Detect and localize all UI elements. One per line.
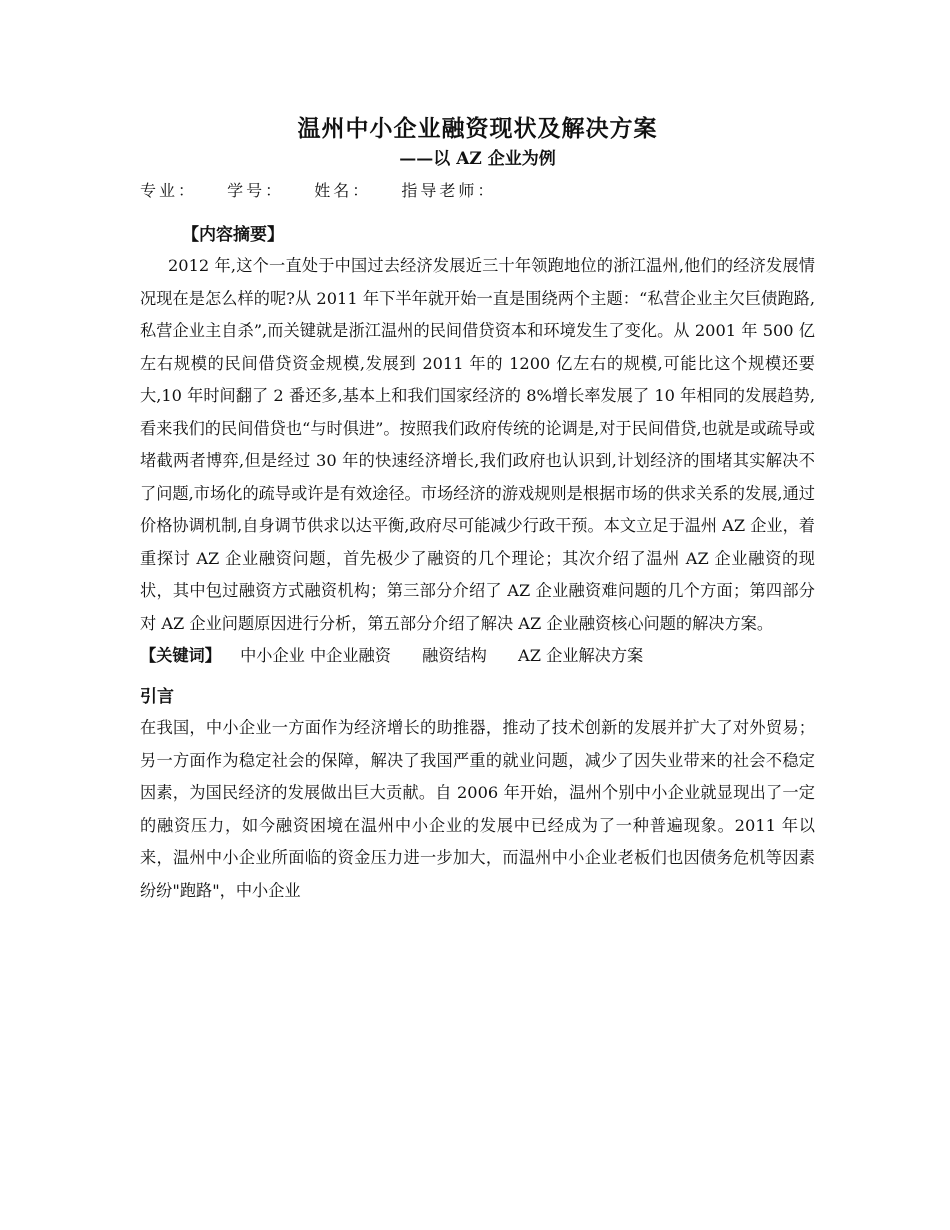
keyword-item: 融资结构 — [422, 646, 487, 665]
name-label: 姓名： — [314, 181, 372, 200]
intro-paragraph: 在我国，中小企业一方面作为经济增长的助推器，推动了技术创新的发展并扩大了对外贸易；另一方面作为稳定社会的保障，解决了我国严重的就业问题，减少了因失业带来的社会不稳定因素，为国民经济的发展做出巨大贡献。自 2006 年开始，温州个别中小企业就显现出了一定的融资压力，如今融资困境在温州中小企业的发展中已经成为了一种普遍现象。2011 年以来，温州中小企业所面临的资金压力进一步加大，而温州中小企业老板们也因债务危机等因素纷纷"跑路"，中小企业 — [140, 718, 815, 900]
document-page — [140, 112, 815, 907]
keyword-item: 中小企业 中企业融资 — [240, 646, 391, 665]
abstract-heading: 【内容摘要】 — [182, 225, 284, 245]
major-label: 专业： — [140, 181, 198, 200]
student-id-label: 学号： — [227, 181, 285, 200]
keywords-row — [140, 640, 815, 672]
author-info-row — [140, 178, 815, 204]
keywords-label: 【关键词】 — [140, 646, 221, 665]
document-subtitle: ——以 AZ 企业为例 — [399, 149, 556, 169]
document-title: 温州中小企业融资现状及解决方案 — [297, 115, 658, 142]
advisor-label: 指导老师： — [401, 181, 497, 200]
keyword-item: AZ 企业解决方案 — [518, 646, 644, 665]
abstract-paragraph: 2012 年,这个一直处于中国过去经济发展近三十年领跑地位的浙江温州,他们的经济发展情况现在是怎么样的呢?从 2011 年下半年就开始一直是围绕两个主题：“私营企业主欠巨债跑路,私营企业主自杀”,而关键就是浙江温州的民间借贷资本和环境发生了变化。从 2001 年 500 亿左右规模的民间借贷资金规模,发展到 2011 年的 1200 亿左右的规模,可能比这个规模还要大,10 年时间翻了 2 番还多,基本上和我们国家经济的 8%增长率发展了 10 年相同的发展趋势,看来我们的民间借贷也“与时俱进”。按照我们政府传统的论调是,对于民间借贷,也就是或疏导或堵截两者博弈,但是经过 30 年的快速经济增长,我们政府也认识到,计划经济的围堵其实解决不了问题,市场化的疏导或许是有效途径。市场经济的游戏规则是根据市场的供求关系的发展,通过价格协调机制,自身调节供求以达平衡,政府尽可能减少行政干预。本文立足于温州 AZ 企业，着重探讨 AZ 企业融资问题，首先极少了融资的几个理论；其次介绍了温州 AZ 企业融资的现状，其中包过融资方式融资机构；第三部分介绍了 AZ 企业融资难问题的几个方面；第四部分对 AZ 企业问题原因进行分析，第五部分介绍了解决 AZ 企业融资核心问题的解决方案。 — [140, 256, 815, 633]
intro-heading: 引言 — [140, 687, 174, 707]
